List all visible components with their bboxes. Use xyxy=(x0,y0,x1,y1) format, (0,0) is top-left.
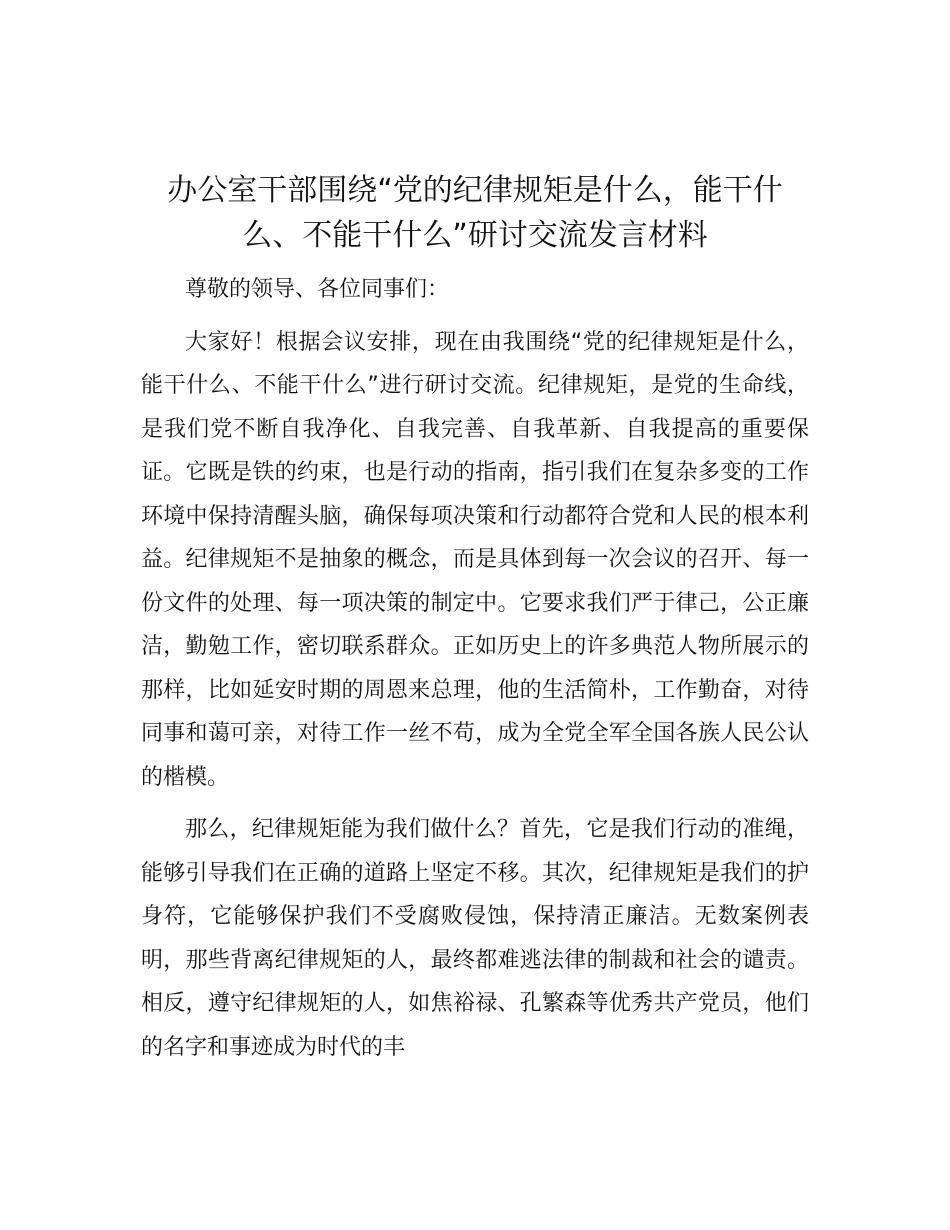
salutation: 尊敬的领导、各位同事们： xyxy=(185,277,450,302)
document-title xyxy=(130,168,820,258)
paragraph-1: 大家好！根据会议安排，现在由我围绕“党的纪律规矩是什么，能干什么、不能干什么”进行研讨交流。纪律规矩，是党的生命线，是我们党不断自我净化、自我完善、自我革新、自我提高的重要保证。它既是铁的约束，也是行动的指南，指引我们在复杂多变的工作环境中保持清醒头脑，确保每项决策和行动都符合党和人民的根本利益。纪律规矩不是抽象的概念，而是具体到每一次会议的召开、每一份文件的处理、每一项决策的制定中。它要求我们严于律己，公正廉洁，勤勉工作，密切联系群众。正如历史上的许多典范人物所展示的那样，比如延安时期的周恩来总理，他的生活简朴，工作勤奋，对待同事和蔼可亲，对待工作一丝不苟，成为全党全军全国各族人民公认的楷模。 xyxy=(141,329,809,790)
paragraph-2: 那么，纪律规矩能为我们做什么？首先，它是我们行动的准绳，能够引导我们在正确的道路上坚定不移。其次，纪律规矩是我们的护身符，它能够保护我们不受腐败侵蚀，保持清正廉洁。无数案例表明，那些背离纪律规矩的人，最终都难逃法律的制裁和社会的谴责。相反，遵守纪律规矩的人，如焦裕禄、孔繁森等优秀共产党员，他们的名字和事迹成为时代的丰 xyxy=(141,817,809,1060)
title-line-1: 办公室干部围绕“党的纪律规矩是什么，能干什 xyxy=(167,173,783,208)
document-body xyxy=(141,268,809,1069)
title-line-2: 么、不能干什么”研讨交流发言材料 xyxy=(242,218,708,253)
